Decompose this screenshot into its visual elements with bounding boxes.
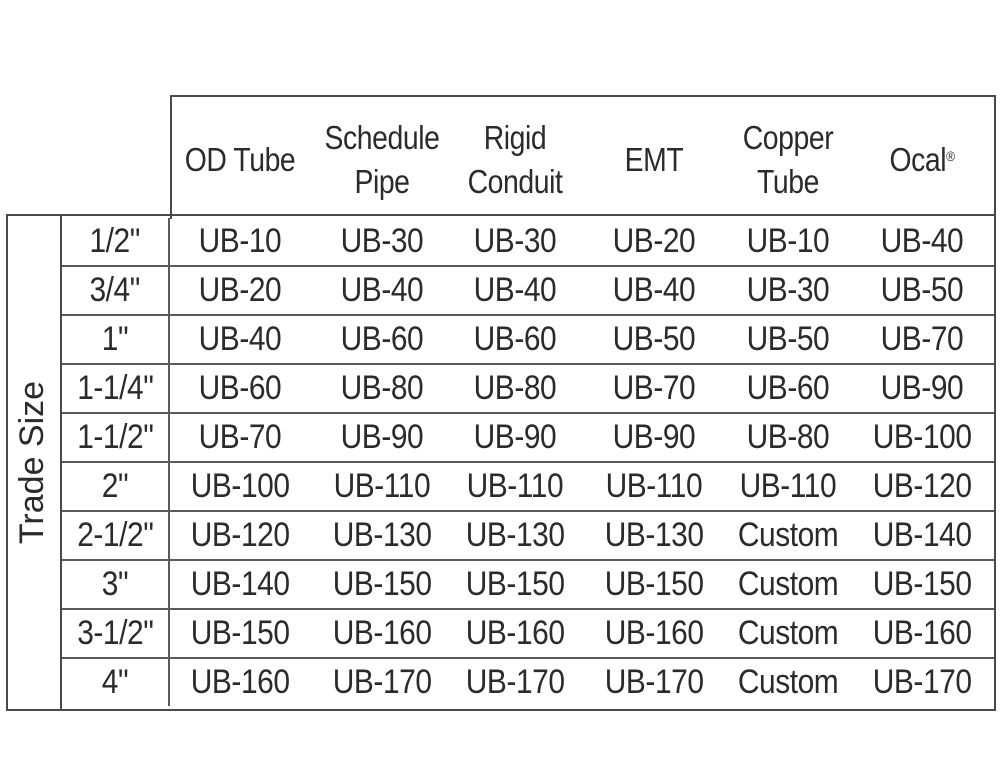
- table-row: [62, 218, 994, 267]
- table-cell-rigid-conduit: [447, 561, 583, 608]
- trade-size-cell: [62, 561, 170, 608]
- table-row: [62, 659, 994, 708]
- table-cell-od-tube: [172, 610, 308, 657]
- cell-value: UB-110: [466, 467, 564, 505]
- table-row: [62, 316, 994, 365]
- trade-size-value: 1-1/2": [76, 418, 154, 456]
- table-cell-schedule-pipe: [314, 365, 450, 412]
- cell-value: UB-80: [473, 369, 557, 407]
- table-cell-rigid-conduit: [447, 316, 583, 363]
- cell-value: UB-160: [332, 614, 432, 652]
- cell-value: UB-70: [880, 320, 964, 358]
- cell-value: UB-40: [880, 222, 964, 260]
- table-cell-schedule-pipe: [314, 414, 450, 461]
- table-cell-copper-tube: [720, 561, 856, 608]
- cell-value: UB-150: [465, 565, 565, 603]
- table-cell-copper-tube: [720, 365, 856, 412]
- table-cell-ocal: [854, 610, 990, 657]
- table-cell-od-tube: [172, 267, 308, 314]
- table-cell-ocal: [854, 659, 990, 706]
- table-cell-od-tube: [172, 659, 308, 706]
- table-cell-od-tube: [172, 316, 308, 363]
- trade-size-cell: [62, 365, 170, 412]
- cell-value: Custom: [737, 614, 839, 652]
- table-cell-od-tube: [172, 512, 308, 559]
- cell-value: UB-60: [340, 320, 424, 358]
- trade-size-value: 1/2": [89, 222, 141, 260]
- cell-value: UB-150: [190, 614, 290, 652]
- column-header-label: EMT: [624, 141, 684, 178]
- table-row: [62, 365, 994, 414]
- table-cell-emt: [586, 659, 722, 706]
- cell-value: UB-170: [872, 663, 972, 701]
- cell-value: Custom: [737, 516, 839, 554]
- column-header-ocal: [864, 110, 981, 210]
- cell-value: UB-150: [604, 565, 704, 603]
- cell-value: UB-160: [604, 614, 704, 652]
- cell-value: UB-40: [340, 271, 424, 309]
- cell-value: UB-30: [340, 222, 424, 260]
- cell-value: UB-60: [198, 369, 282, 407]
- cell-value: UB-30: [473, 222, 557, 260]
- cell-value: UB-50: [746, 320, 830, 358]
- table-cell-rigid-conduit: [447, 218, 583, 265]
- cell-value: UB-160: [190, 663, 290, 701]
- cell-value: UB-30: [746, 271, 830, 309]
- trade-size-cell: [62, 512, 170, 559]
- cell-value: UB-100: [190, 467, 290, 505]
- table-cell-schedule-pipe: [314, 463, 450, 510]
- cell-value: UB-90: [340, 418, 424, 456]
- cell-value: UB-130: [465, 516, 565, 554]
- cell-value: UB-40: [198, 320, 282, 358]
- column-header-label: Rigid Conduit: [467, 119, 563, 200]
- table-cell-od-tube: [172, 463, 308, 510]
- cell-value: UB-60: [746, 369, 830, 407]
- column-header-schedule-pipe: [324, 110, 441, 210]
- trade-size-cell: [62, 218, 170, 265]
- table-cell-ocal: [854, 414, 990, 461]
- table-cell-copper-tube: [720, 316, 856, 363]
- trade-size-value: 1-1/4": [76, 369, 154, 407]
- cell-value: UB-80: [340, 369, 424, 407]
- table-cell-copper-tube: [720, 267, 856, 314]
- cell-value: UB-170: [604, 663, 704, 701]
- table-cell-schedule-pipe: [314, 610, 450, 657]
- trade-size-label-text: Trade Size: [13, 380, 52, 545]
- column-header-emt: [596, 110, 713, 210]
- cell-value: UB-140: [872, 516, 972, 554]
- column-header-label: Ocal: [889, 141, 947, 178]
- table-row: [62, 512, 994, 561]
- cell-value: UB-170: [465, 663, 565, 701]
- table-cell-rigid-conduit: [447, 512, 583, 559]
- table-cell-rigid-conduit: [447, 365, 583, 412]
- table-cell-schedule-pipe: [314, 218, 450, 265]
- cell-value: UB-70: [198, 418, 282, 456]
- cell-value: UB-130: [604, 516, 704, 554]
- trade-size-value: 3/4": [89, 271, 141, 309]
- trade-size-cell: [62, 463, 170, 510]
- table-cell-od-tube: [172, 561, 308, 608]
- trade-size-cell: [62, 610, 170, 657]
- trade-size-value: 4": [101, 663, 129, 701]
- table-cell-rigid-conduit: [447, 610, 583, 657]
- table-cell-schedule-pipe: [314, 267, 450, 314]
- table-row: [62, 610, 994, 659]
- table-cell-copper-tube: [720, 218, 856, 265]
- table-cell-copper-tube: [720, 414, 856, 461]
- table-cell-ocal: [854, 512, 990, 559]
- cell-value: UB-40: [612, 271, 696, 309]
- column-header-label: OD Tube: [184, 141, 296, 178]
- cell-value: UB-10: [198, 222, 282, 260]
- table-cell-rigid-conduit: [447, 463, 583, 510]
- cell-value: UB-80: [746, 418, 830, 456]
- trade-size-label: [4, 214, 62, 711]
- table-row: [62, 414, 994, 463]
- cell-value: UB-20: [612, 222, 696, 260]
- table-cell-rigid-conduit: [447, 267, 583, 314]
- table-cell-emt: [586, 610, 722, 657]
- table-cell-ocal: [854, 463, 990, 510]
- cell-value: UB-110: [605, 467, 703, 505]
- cell-value: UB-10: [746, 222, 830, 260]
- table-cell-schedule-pipe: [314, 512, 450, 559]
- trade-size-cell: [62, 316, 170, 363]
- table-cell-copper-tube: [720, 512, 856, 559]
- table-cell-schedule-pipe: [314, 659, 450, 706]
- trade-size-cell: [62, 414, 170, 461]
- cell-value: Custom: [737, 663, 839, 701]
- cell-value: UB-120: [872, 467, 972, 505]
- cell-value: UB-40: [473, 271, 557, 309]
- table-cell-od-tube: [172, 365, 308, 412]
- table-cell-ocal: [854, 316, 990, 363]
- table-cell-od-tube: [172, 218, 308, 265]
- table-cell-emt: [586, 414, 722, 461]
- cell-value: UB-110: [333, 467, 431, 505]
- registered-mark: ®: [946, 148, 955, 164]
- cell-value: UB-150: [332, 565, 432, 603]
- table-cell-emt: [586, 561, 722, 608]
- trade-size-value: 1": [101, 320, 129, 358]
- table-cell-schedule-pipe: [314, 561, 450, 608]
- cell-value: UB-60: [473, 320, 557, 358]
- table-cell-schedule-pipe: [314, 316, 450, 363]
- trade-size-value: 3-1/2": [76, 614, 154, 652]
- cell-value: UB-140: [190, 565, 290, 603]
- cell-value: UB-50: [880, 271, 964, 309]
- table-cell-rigid-conduit: [447, 659, 583, 706]
- table-row: [62, 463, 994, 512]
- cell-value: UB-20: [198, 271, 282, 309]
- table-cell-ocal: [854, 561, 990, 608]
- table-cell-emt: [586, 512, 722, 559]
- trade-size-value: 2": [101, 467, 129, 505]
- table-cell-ocal: [854, 365, 990, 412]
- cell-value: UB-90: [880, 369, 964, 407]
- cell-value: UB-70: [612, 369, 696, 407]
- cell-value: UB-90: [612, 418, 696, 456]
- column-header-label: Schedule Pipe: [324, 119, 440, 200]
- cell-value: UB-50: [612, 320, 696, 358]
- table-row: [62, 267, 994, 316]
- trade-size-cell: [62, 267, 170, 314]
- cell-value: UB-160: [465, 614, 565, 652]
- cell-value: UB-120: [190, 516, 290, 554]
- trade-size-value: 2-1/2": [76, 516, 154, 554]
- column-header-copper-tube: [730, 110, 847, 210]
- table-cell-copper-tube: [720, 463, 856, 510]
- table-cell-emt: [586, 463, 722, 510]
- trade-size-value: 3": [101, 565, 129, 603]
- table-cell-emt: [586, 316, 722, 363]
- table-cell-emt: [586, 365, 722, 412]
- table-cell-od-tube: [172, 414, 308, 461]
- table-cell-copper-tube: [720, 610, 856, 657]
- cell-value: UB-170: [332, 663, 432, 701]
- trade-size-cell: [62, 659, 170, 706]
- cell-value: Custom: [737, 565, 839, 603]
- cell-value: UB-90: [473, 418, 557, 456]
- table-cell-emt: [586, 218, 722, 265]
- column-header-od-tube: [182, 110, 299, 210]
- column-header-label: Copper Tube: [742, 119, 834, 200]
- cell-value: UB-150: [872, 565, 972, 603]
- table-cell-ocal: [854, 267, 990, 314]
- cell-value: UB-100: [872, 418, 972, 456]
- table-row: [62, 561, 994, 610]
- cell-value: UB-160: [872, 614, 972, 652]
- cell-value: UB-130: [332, 516, 432, 554]
- column-header-rigid-conduit: [457, 110, 574, 210]
- table-cell-copper-tube: [720, 659, 856, 706]
- cell-value: UB-110: [739, 467, 837, 505]
- table-cell-rigid-conduit: [447, 414, 583, 461]
- table-cell-ocal: [854, 218, 990, 265]
- table-cell-emt: [586, 267, 722, 314]
